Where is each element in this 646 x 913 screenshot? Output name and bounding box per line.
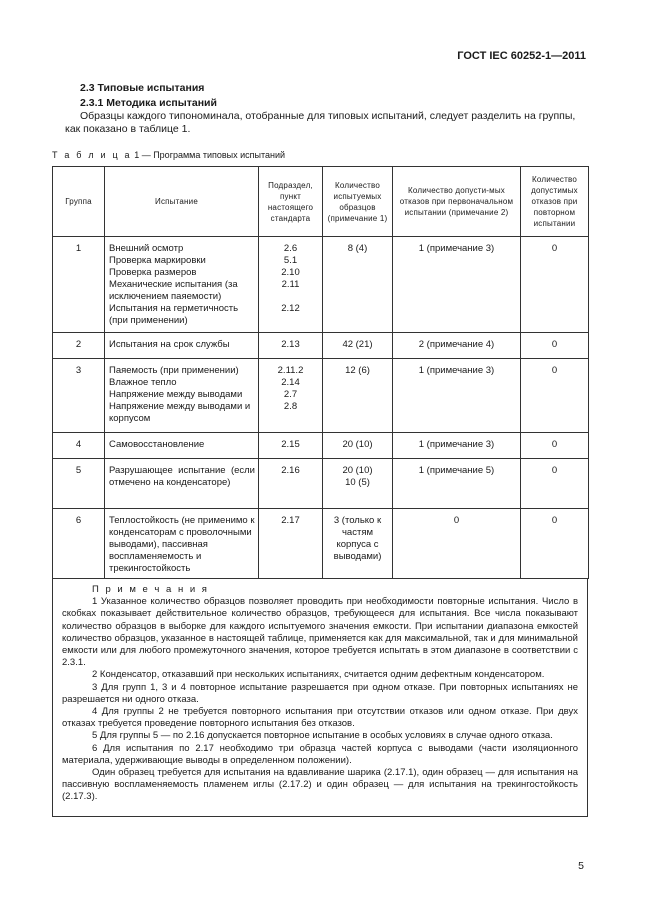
table-caption bbox=[52, 150, 285, 160]
cell-clauses: 2.17 bbox=[259, 509, 323, 579]
intro-paragraph: Образцы каждого типономинала, отобранные для типовых испытаний, следует разделить на группы, как показано в таблице 1. bbox=[65, 110, 576, 135]
clause-line: 2.11 bbox=[281, 279, 300, 290]
cell-tests bbox=[105, 237, 259, 333]
document-header: ГОСТ IEC 60252-1—2011 bbox=[457, 50, 586, 62]
test-line: Внешний осмотр bbox=[109, 243, 184, 254]
test-line: Проверка размеров bbox=[109, 267, 197, 278]
test-line: Испытания на герметичность (при применении) bbox=[109, 303, 239, 326]
cell-clauses: 2.13 bbox=[259, 333, 323, 359]
clause-line: 2.12 bbox=[281, 303, 300, 314]
cell-initial: 1 (примечание 3) bbox=[393, 359, 521, 433]
test-line: Механические испытания (за исключением паяемости) bbox=[109, 279, 238, 302]
cell-initial: 1 (примечание 3) bbox=[393, 433, 521, 459]
note-item: 5 Для группы 5 — по 2.16 допускается повторное испытание в особых условиях в случае одного отказа. bbox=[92, 730, 553, 742]
cell-samples: 42 (21) bbox=[323, 333, 393, 359]
test-line: Напряжение между выводами bbox=[109, 389, 243, 400]
section-title: 2.3 Типовые испытания bbox=[80, 82, 205, 94]
header-repeat-failures: Количество допустимых отказов при повторном испытании bbox=[521, 167, 589, 237]
header-initial-failures: Количество допусти-мых отказов при первоначальном испытании (примечание 2) bbox=[393, 167, 521, 237]
test-line: Влажное тепло bbox=[109, 377, 177, 388]
cell-initial: 1 (примечание 3) bbox=[393, 237, 521, 333]
cell-clauses: 2.16 bbox=[259, 459, 323, 509]
table-row bbox=[53, 433, 589, 459]
cell-group: 3 bbox=[53, 359, 105, 433]
cell-samples: 3 (только к частям корпуса с выводами) bbox=[323, 509, 393, 579]
note-item: 3 Для групп 1, 3 и 4 повторное испытание разрешается при одном отказе. При повторных испытаниях не разрешается ни одного отказа. bbox=[62, 681, 578, 705]
subsection-title: 2.3.1 Методика испытаний bbox=[80, 97, 217, 109]
cell-initial: 2 (примечание 4) bbox=[393, 333, 521, 359]
clause-line: 2.7 bbox=[283, 389, 298, 400]
test-line: Напряжение между выводами и корпусом bbox=[109, 401, 251, 424]
table-row bbox=[53, 459, 589, 509]
note-item: 4 Для группы 2 не требуется повторного испытания при отсутствии отказов или одном отказе. При двух отказах требуется проведение повторного испытания без отказов. bbox=[62, 706, 578, 730]
cell-clauses bbox=[259, 359, 323, 433]
cell-repeat: 0 bbox=[521, 237, 589, 333]
cell-samples: 12 (6) bbox=[323, 359, 393, 433]
table-caption-text: 1 — Программа типовых испытаний bbox=[131, 150, 286, 160]
test-line: Проверка маркировки bbox=[109, 255, 206, 266]
table-row bbox=[53, 509, 589, 579]
cell-samples bbox=[323, 459, 393, 509]
cell-samples: 20 (10) bbox=[323, 433, 393, 459]
cell-tests: Теплостойкость (не применимо к конденсаторам с проволочными выводами), пассивная воспламеняемость и трекингостойкость bbox=[105, 509, 259, 579]
header-group: Группа bbox=[53, 167, 105, 237]
clause-line: 2.11.2 bbox=[277, 365, 304, 376]
cell-group: 1 bbox=[53, 237, 105, 333]
cell-tests: Разрушающее испытание (если отмечено на конденсаторе) bbox=[105, 459, 259, 509]
clause-line: 2.6 bbox=[283, 243, 298, 254]
cell-clauses bbox=[259, 237, 323, 333]
table-notes bbox=[62, 584, 578, 804]
notes-title: П р и м е ч а н и я bbox=[92, 584, 209, 595]
samples-line: 10 (5) bbox=[345, 477, 370, 488]
clause-line: 2.10 bbox=[281, 267, 300, 278]
cell-group: 4 bbox=[53, 433, 105, 459]
cell-group: 2 bbox=[53, 333, 105, 359]
page-number: 5 bbox=[578, 860, 584, 872]
cell-group: 5 bbox=[53, 459, 105, 509]
header-test: Испытание bbox=[105, 167, 259, 237]
cell-initial: 1 (примечание 5) bbox=[393, 459, 521, 509]
cell-samples: 8 (4) bbox=[323, 237, 393, 333]
note-item: Один образец требуется для испытания на вдавливание шарика (2.17.1), один образец — для испытания на пассивную воспламеняемость пламенем иглы (2.17.2) и один образец — для испытания на трекингостойкость (2.17.3). bbox=[62, 767, 578, 803]
table-row bbox=[53, 237, 589, 333]
table-header-row bbox=[53, 167, 589, 237]
note-item: 6 Для испытания по 2.17 необходимо три образца частей корпуса с выводами (части изоляционного материала, удерживающие выводы в определенном положении). bbox=[62, 742, 578, 766]
cell-group: 6 bbox=[53, 509, 105, 579]
samples-line: 20 (10) bbox=[342, 465, 373, 476]
note-item: 1 Указанное количество образцов позволяет проводить при необходимости повторные испытания. Число в скобках показывает действительное количество образцов, требующееся для испытания. Все числа показывают количество образцов в выборке для каждого испытуемого значения емкости. При испытании диапазона емкостей количество образцов, указанное в настоящей таблице, применяется как для максимальной, так и для минимальной емкости или для любого промежуточного значения, которое требуется испытать в этом диапазоне в соответствии с 2.3.1. bbox=[62, 596, 578, 669]
test-line: Паяемость (при применении) bbox=[109, 365, 239, 376]
test-program-table bbox=[52, 166, 589, 579]
cell-repeat: 0 bbox=[521, 509, 589, 579]
cell-tests: Испытания на срок службы bbox=[105, 333, 259, 359]
table-row bbox=[53, 333, 589, 359]
cell-repeat: 0 bbox=[521, 333, 589, 359]
header-clause: Подраздел, пункт настоящего стандарта bbox=[259, 167, 323, 237]
header-samples: Количество испытуемых образцов (примечание 1) bbox=[323, 167, 393, 237]
cell-repeat: 0 bbox=[521, 359, 589, 433]
cell-tests: Самовосстановление bbox=[105, 433, 259, 459]
cell-initial: 0 bbox=[393, 509, 521, 579]
cell-repeat: 0 bbox=[521, 433, 589, 459]
clause-line: 2.14 bbox=[281, 377, 300, 388]
clause-line: 5.1 bbox=[283, 255, 298, 266]
table-row bbox=[53, 359, 589, 433]
cell-clauses: 2.15 bbox=[259, 433, 323, 459]
table-caption-label: Т а б л и ц а bbox=[52, 150, 132, 160]
cell-tests bbox=[105, 359, 259, 433]
clause-line: 2.8 bbox=[283, 401, 298, 412]
note-item: 2 Конденсатор, отказавший при нескольких испытаниях, считается одним дефектным конденсатором. bbox=[92, 669, 545, 681]
clause-line bbox=[262, 291, 319, 303]
cell-repeat: 0 bbox=[521, 459, 589, 509]
